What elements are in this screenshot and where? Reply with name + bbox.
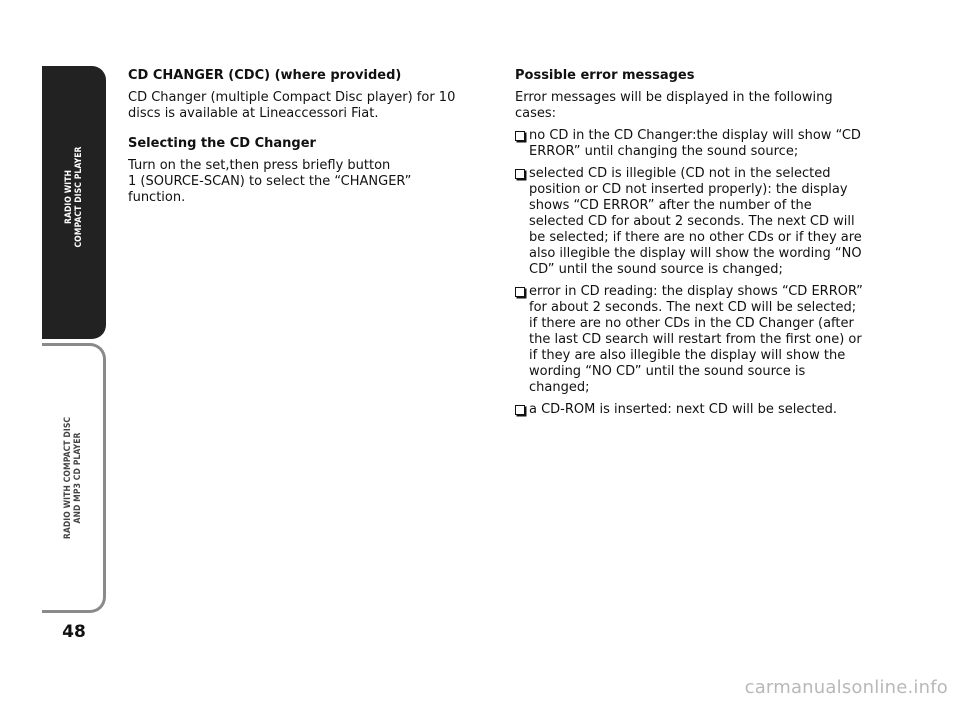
list-item: [515, 402, 867, 418]
right-column: [515, 62, 867, 424]
page-number: 48: [62, 622, 86, 642]
list-item-text: a CD-ROM is inserted: next CD will be selected.: [529, 402, 837, 417]
checkbox-bullet-icon: [515, 287, 525, 297]
checkbox-bullet-icon: [515, 131, 525, 141]
tab-active-label-line2: COMPACT DISC PLAYER: [74, 146, 84, 248]
left-column: [128, 62, 468, 215]
cd-changer-heading: CD CHANGER (CDC) (where provided): [128, 68, 402, 83]
tab-inactive-label-line2: AND MP3 CD PLAYER: [72, 432, 83, 524]
error-messages-heading: Possible error messages: [515, 68, 695, 83]
list-item-text: error in CD reading: the display shows “CD ERROR” for about 2 seconds. The next CD will be selected; if there are no other CDs in the CD Changer (after the last CD search will restart from the first one) or if they are also illegible the display will show the wording “NO CD” until the sound source is changed;: [529, 284, 863, 395]
checkbox-bullet-icon: [515, 405, 525, 415]
list-item: [515, 128, 867, 160]
error-cases-list: [515, 128, 867, 418]
list-item-text: no CD in the CD Changer:the display will show “CD ERROR” until changing the sound source;: [529, 128, 861, 159]
selecting-cd-changer-text: [128, 158, 468, 206]
section-tab-active-label: [64, 147, 84, 248]
selecting-text-line2: 1 (SOURCE-SCAN) to select the “CHANGER” function.: [128, 174, 412, 205]
tab-inactive-label-line1: RADIO WITH COMPACT DISC: [62, 416, 73, 540]
checkbox-bullet-icon: [515, 169, 525, 179]
list-item: [515, 284, 867, 396]
selecting-cd-changer-heading: Selecting the CD Changer: [128, 136, 316, 151]
section-tab-active[interactable]: [42, 66, 106, 339]
list-item-text: selected CD is illegible (CD not in the selected position or CD not inserted properly): the display shows “CD ERROR” after the number of the selected CD for about 2 seconds. The next CD will be selected; if there are no other CDs or if they are also illegible the display will show the wording “NO CD” until the sound source is changed;: [529, 166, 862, 277]
cd-changer-description: CD Changer (multiple Compact Disc player) for 10 discs is available at Lineaccessori Fiat.: [128, 90, 456, 121]
watermark-link[interactable]: carmanualsonline.info: [744, 677, 948, 698]
tab-active-label-line1: RADIO WITH: [64, 170, 74, 225]
list-item: [515, 166, 867, 278]
section-tab-inactive-label: [63, 417, 83, 539]
error-messages-intro: Error messages will be displayed in the following cases:: [515, 90, 833, 121]
selecting-text-line1: Turn on the set,then press briefly button: [128, 158, 391, 173]
section-tab-inactive[interactable]: [42, 343, 106, 613]
